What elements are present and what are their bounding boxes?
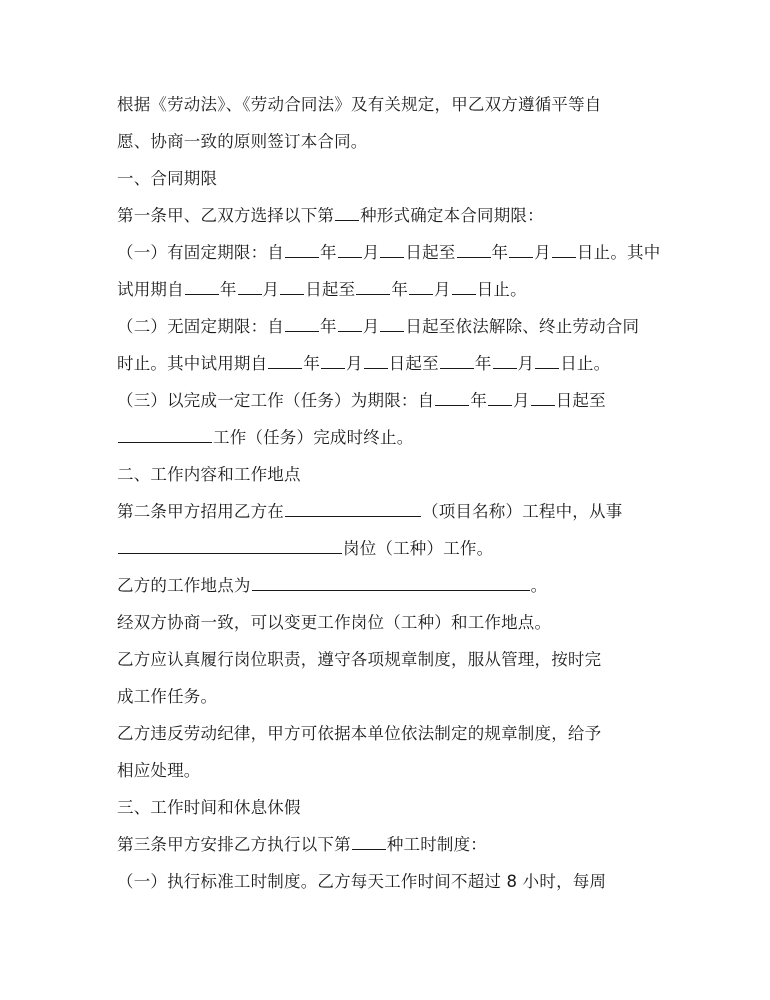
paragraph-line: [117, 604, 662, 641]
text-segment: 月: [534, 243, 551, 262]
fill-blank[interactable]: [118, 422, 212, 443]
fill-blank[interactable]: [338, 237, 362, 258]
text-segment: 根据《劳动法》、《劳动合同法》及有关规定，甲乙双方遵循平等自: [117, 95, 602, 114]
fill-blank[interactable]: [531, 385, 555, 406]
paragraph-line: [117, 86, 662, 123]
fill-blank[interactable]: [252, 570, 530, 591]
text-segment: 时止。其中试用期自: [117, 354, 268, 373]
paragraph-line: [117, 197, 662, 234]
fill-blank[interactable]: [335, 200, 359, 221]
text-segment: 二、工作内容和工作地点: [117, 465, 301, 484]
text-segment: 月: [434, 280, 451, 299]
paragraph-line: [117, 567, 662, 604]
paragraph-line: [117, 715, 662, 752]
text-segment: 月: [362, 243, 380, 262]
text-segment: （一）执行标准工时制度。乙方每天工作时间不超过 8 小时，每周: [117, 872, 607, 891]
text-segment: 月: [262, 280, 280, 299]
section-heading: [117, 160, 662, 197]
fill-blank[interactable]: [488, 385, 512, 406]
text-segment: 第三条甲方安排乙方执行以下第: [117, 835, 351, 854]
text-segment: 岗位（工种）工作。: [343, 539, 494, 558]
text-segment: 年: [320, 317, 337, 336]
text-segment: 年: [391, 280, 409, 299]
text-segment: 试用期自: [117, 280, 184, 299]
fill-blank[interactable]: [552, 237, 576, 258]
fill-blank[interactable]: [509, 237, 533, 258]
fill-blank[interactable]: [285, 237, 319, 258]
text-segment: 日止。其中: [576, 243, 661, 262]
fill-blank[interactable]: [285, 311, 319, 332]
paragraph-line: [117, 826, 662, 863]
text-segment: 日起至: [305, 280, 356, 299]
fill-blank[interactable]: [364, 348, 388, 369]
fill-blank[interactable]: [185, 274, 219, 295]
text-segment: 一、合同期限: [117, 169, 218, 188]
fill-blank[interactable]: [440, 348, 474, 369]
fill-blank[interactable]: [409, 274, 433, 295]
paragraph-line: [117, 641, 662, 678]
paragraph-line: [117, 493, 662, 530]
fill-blank[interactable]: [280, 274, 304, 295]
fill-blank[interactable]: [380, 311, 404, 332]
text-segment: （三）以完成一定工作（任务）为期限：自: [117, 391, 435, 410]
text-segment: 相应处理。: [117, 761, 201, 780]
text-segment: （二）无固定期限：自: [117, 317, 284, 336]
text-segment: 年: [474, 354, 492, 373]
fill-blank[interactable]: [356, 274, 390, 295]
paragraph-line: [117, 530, 662, 567]
paragraph-line: [117, 419, 662, 456]
fill-blank[interactable]: [380, 237, 404, 258]
text-segment: 日起至: [555, 391, 606, 410]
paragraph-line: [117, 863, 662, 900]
text-segment: 年: [470, 391, 488, 410]
paragraph-line: [117, 678, 662, 715]
text-segment: 第二条甲方招用乙方在: [117, 502, 284, 521]
paragraph-line: [117, 123, 662, 160]
fill-blank[interactable]: [493, 348, 517, 369]
text-segment: 日起至依法解除、终止劳动合同: [405, 317, 640, 336]
contract-body: [117, 86, 662, 900]
text-segment: 日止。: [476, 280, 527, 299]
fill-blank[interactable]: [238, 274, 262, 295]
text-segment: 三、工作时间和休息休假: [117, 798, 301, 817]
text-segment: 工作（任务）完成时终止。: [213, 428, 414, 447]
text-segment: （项目名称）工程中，从事: [422, 502, 623, 521]
paragraph-line: [117, 308, 662, 345]
text-segment: 成工作任务。: [117, 687, 218, 706]
fill-blank[interactable]: [268, 348, 302, 369]
fill-blank[interactable]: [321, 348, 345, 369]
text-segment: 月: [362, 317, 380, 336]
text-segment: 年: [303, 354, 321, 373]
fill-blank[interactable]: [338, 311, 362, 332]
text-segment: 种形式确定本合同期限：: [360, 206, 544, 225]
fill-blank[interactable]: [435, 385, 469, 406]
text-segment: 愿、协商一致的原则签订本合同。: [117, 132, 368, 151]
section-heading: [117, 456, 662, 493]
text-segment: 。: [530, 576, 548, 595]
text-segment: 经双方协商一致，可以变更工作岗位（工种）和工作地点。: [117, 613, 552, 632]
fill-blank[interactable]: [452, 274, 476, 295]
fill-blank[interactable]: [535, 348, 559, 369]
fill-blank[interactable]: [118, 533, 342, 554]
paragraph-line: [117, 752, 662, 789]
text-segment: 乙方违反劳动纪律，甲方可依据本单位依法制定的规章制度，给予: [117, 724, 602, 743]
text-segment: 年: [320, 243, 337, 262]
text-segment: 月: [513, 391, 530, 410]
text-segment: 月: [517, 354, 535, 373]
fill-blank[interactable]: [457, 237, 491, 258]
text-segment: 日起至: [388, 354, 439, 373]
paragraph-line: [117, 234, 662, 271]
text-segment: 乙方应认真履行岗位职责，遵守各项规章制度，服从管理，按时完: [117, 650, 602, 669]
paragraph-line: [117, 345, 662, 382]
text-segment: （一）有固定期限：自: [117, 243, 284, 262]
paragraph-line: [117, 382, 662, 419]
text-segment: 年: [219, 280, 237, 299]
text-segment: 月: [346, 354, 363, 373]
text-segment: 乙方的工作地点为: [117, 576, 251, 595]
text-segment: 日止。: [560, 354, 611, 373]
text-segment: 日起至: [405, 243, 456, 262]
paragraph-line: [117, 271, 662, 308]
fill-blank[interactable]: [352, 829, 386, 850]
text-segment: 第一条甲、乙双方选择以下第: [117, 206, 335, 225]
fill-blank[interactable]: [285, 496, 421, 517]
section-heading: [117, 789, 662, 826]
text-segment: 种工时制度：: [386, 835, 488, 854]
text-segment: 年: [491, 243, 509, 262]
